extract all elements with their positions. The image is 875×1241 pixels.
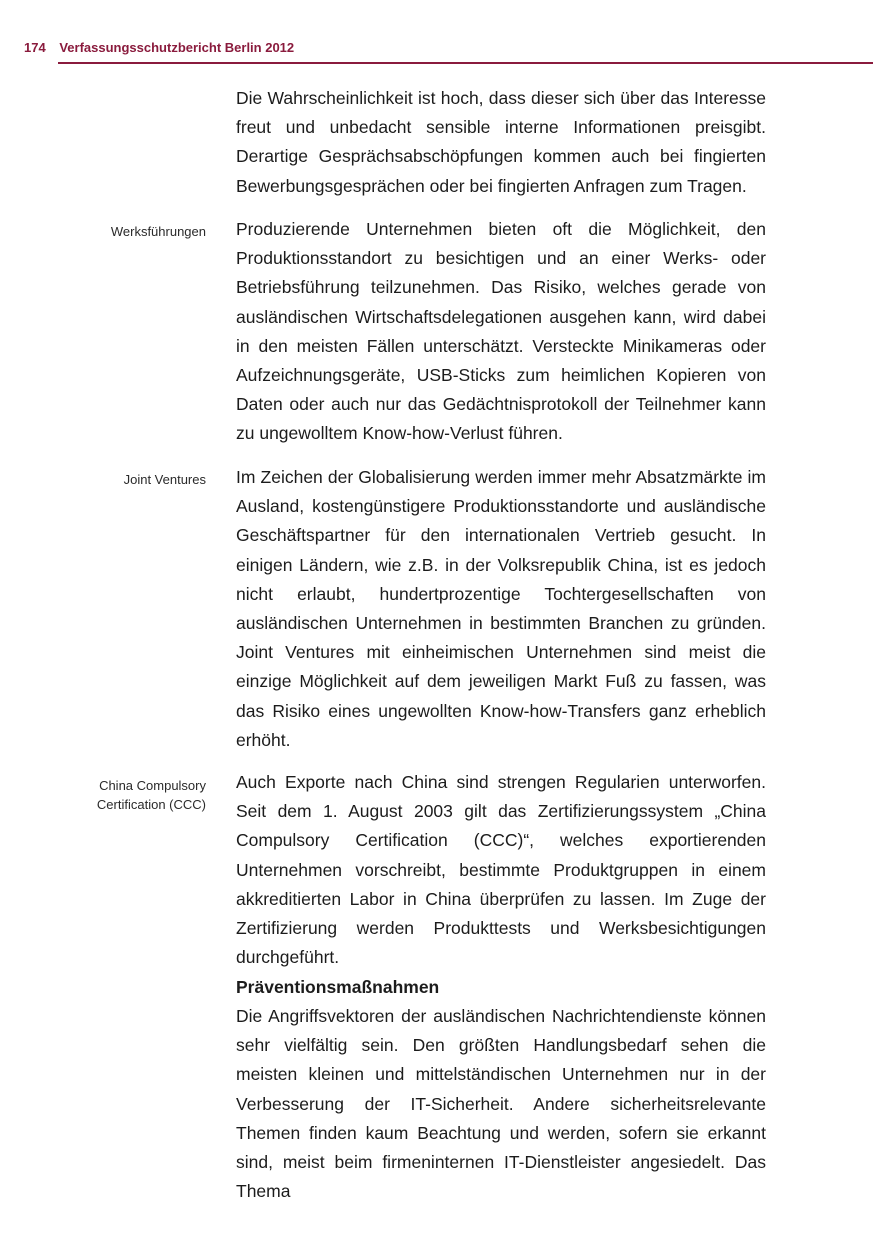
page-number: 174 (24, 40, 46, 55)
paragraph-praevention: Die Angriffsvektoren der ausländischen Nachrichtendienste können sehr vielfältig sein. Den größten Handlungsbedarf sehen die meisten kleinen und mittelständischen Unternehmen nur in der Verbesserung der IT-Sicherheit. Andere sicherheitsrelevante Themen finden kaum Beachtung und werden, sofern sie erkannt sind, meist beim firmeninternen IT-Dienstleister angesiedelt. Das Thema (236, 1006, 766, 1202)
margin-note-ccc: China Compulsory Certification (CCC) (96, 778, 206, 812)
paragraph-werksfuehrungen: Produzierende Unternehmen bieten oft die Möglichkeit, den Produktionsstandort zu besichtigen und an einer Werks- oder Betriebsführung teilzunehmen. Das Risiko, welches gerade von ausländischen Wirtschaftsdelegationen ausgehen kann, wird dabei in den meisten Fällen unterschätzt. Versteckte Minikameras oder Aufzeichnungsgeräte, USB-Sticks zum heimlichen Kopieren von Daten oder auch nur das Gedächtnisprotokoll der Teilnehmer kann zu ungewolltem Know-how-Verlust führen. (236, 219, 766, 444)
paragraph-intro: Die Wahrscheinlichkeit ist hoch, dass dieser sich über das Interesse freut und unbedacht sensible interne Informationen preisgibt. Derartige Gesprächsabschöpfungen kommen auch bei fingierten Bewerbungsgesprächen oder bei fingierten Anfragen zum Tragen. (236, 88, 766, 196)
margin-note-joint-ventures: Joint Ventures (123, 472, 206, 487)
margin-note-werksfuehrungen: Werksführungen (110, 224, 206, 239)
paragraph-joint-ventures: Im Zeichen der Globalisierung werden immer mehr Absatzmärkte im Ausland, kostengünstigere Produktionsstandorte und ausländische Geschäftspartner für den internationalen Vertrieb gesucht. In einigen Ländern, wie z.B. in der Volksrepublik China, ist es jedoch nicht erlaubt, hundertprozentige Tochtergesellschaften von ausländischen Unternehmen in bestimmten Branchen zu gründen. Joint Ventures mit einheimischen Unternehmen sind meist die einzige Möglichkeit auf dem jeweiligen Markt Fuß zu fassen, was das Risiko eines ungewollten Know-how-Transfers ganz erheblich erhöht. (236, 467, 766, 750)
running-header (24, 40, 294, 58)
publication-title: Verfassungsschutzbericht Berlin 2012 (59, 40, 295, 55)
paragraph-ccc: Auch Exporte nach China sind strengen Regularien unterworfen. Seit dem 1. August 2003 gilt das Zertifizierungssystem „China Compulsory Certification (CCC)“, welches exportierenden Unternehmen vorschreibt, bestimmte Produktgruppen in einem akkreditierten Labor in China überprüfen zu lassen. Im Zuge der Zertifizierung werden Produkttests und Werksbesichtigungen durchgeführt. (236, 772, 766, 968)
section-heading: Präventionsmaßnahmen (236, 977, 440, 997)
header-rule (58, 62, 873, 64)
